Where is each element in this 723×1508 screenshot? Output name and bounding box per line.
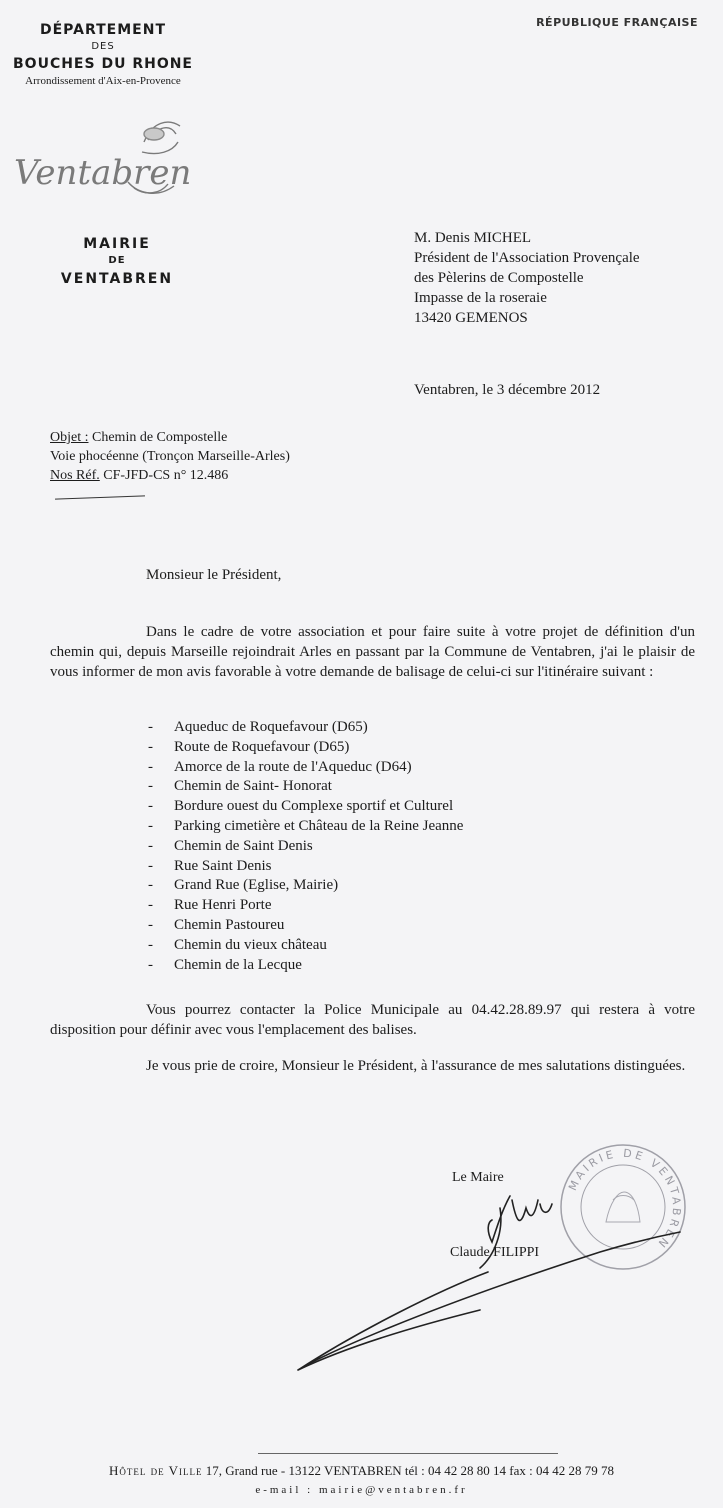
list-item: - Chemin de Saint- Honorat (148, 777, 463, 797)
paragraph-text: Vous pourrez contacter la Police Municipale au 04.42.28.89.97 qui restera à votre disposition pour définir avec vous l'emplacement des balises. (50, 1002, 695, 1038)
objet-text: Chemin de Compostelle (88, 430, 228, 445)
list-item: - Chemin du vieux château (148, 936, 463, 956)
recipient-address (414, 228, 640, 328)
paragraph-closing (50, 1056, 695, 1076)
arrondissement: Arrondissement d'Aix-en-Provence (25, 75, 181, 87)
list-item: - Amorce de la route de l'Aqueduc (D64) (148, 758, 463, 778)
department-line-3: BOUCHES DU RHONE (13, 56, 193, 72)
signatory-name: Claude FILIPPI (450, 1245, 540, 1260)
list-item: - Route de Roquefavour (D65) (148, 738, 463, 758)
recipient-line: 13420 GEMENOS (414, 310, 528, 326)
salutation: Monsieur le Président, (146, 567, 282, 583)
subject-block (50, 428, 290, 485)
list-item: - Chemin de la Lecque (148, 956, 463, 976)
department-header (0, 20, 206, 88)
mairie-line-1: MAIRIE (83, 236, 151, 252)
list-item: - Bordure ouest du Complexe sportif et Culturel (148, 797, 463, 817)
paragraph-contact (50, 1000, 695, 1040)
footer-hotel-de-ville: Hôtel de Ville (109, 1463, 203, 1478)
footer-contact: 17, Grand rue - 13122 VENTABREN tél : 04 42 28 80 14 fax : 04 42 28 79 78 (202, 1463, 614, 1478)
list-item: - Rue Saint Denis (148, 857, 463, 877)
letter-date: Ventabren, le 3 décembre 2012 (414, 382, 601, 398)
handwritten-signature (280, 1160, 700, 1380)
recipient-line: Impasse de la roseraie (414, 290, 547, 306)
list-item: - Chemin Pastoureu (148, 916, 463, 936)
paragraph-text: Dans le cadre de votre association et pour faire suite à votre projet de définition d'un chemin qui, depuis Marseille rejoindrait Arles en passant par la Commune de Ventabren, j'ai le plaisir de vous informer de mon avis favorable à votre demande de balisage de celui-ci sur l'itinéraire suivant : (50, 624, 695, 680)
recipient-line: des Pèlerins de Compostelle (414, 270, 584, 286)
logo-text: Ventabren (14, 153, 192, 193)
paragraph-text: Je vous prie de croire, Monsieur le Président, à l'assurance de mes salutations distinguées. (146, 1058, 686, 1074)
list-item: - Chemin de Saint Denis (148, 837, 463, 857)
reference-line (50, 466, 290, 485)
ref-label: Nos Réf. (50, 468, 100, 483)
ref-text: CF-JFD-CS n° 12.486 (99, 468, 229, 483)
republic-header: RÉPUBLIQUE FRANÇAISE (536, 16, 698, 29)
recipient-line: Président de l'Association Provençale (414, 250, 640, 266)
subject-line (50, 428, 290, 447)
list-item: - Grand Rue (Eglise, Mairie) (148, 876, 463, 896)
department-line-2: DES (91, 41, 115, 52)
itinerary-list (148, 718, 463, 975)
footer-address (0, 1463, 723, 1479)
recipient-line: M. Denis MICHEL (414, 230, 532, 246)
mairie-header (32, 235, 202, 289)
subject-line-2: Voie phocéenne (Tronçon Marseille-Arles) (50, 449, 290, 464)
objet-label: Objet : (50, 430, 89, 445)
list-item: - Rue Henri Porte (148, 896, 463, 916)
list-item: - Aqueduc de Roquefavour (D65) (148, 718, 463, 738)
paragraph-intro (50, 622, 695, 682)
ventabren-logo (8, 112, 208, 218)
stamp-text: MAIRIE DE VENTABREN (566, 1146, 684, 1252)
mairie-line-2: DE (108, 255, 126, 266)
footer-divider (258, 1453, 558, 1454)
divider (55, 495, 145, 499)
list-item: - Parking cimetière et Château de la Reine Jeanne (148, 817, 463, 837)
signatory-title: Le Maire (452, 1170, 504, 1185)
mairie-line-3: VENTABREN (60, 271, 174, 287)
footer-email: e-mail : mairie@ventabren.fr (255, 1484, 468, 1496)
department-line-1: DÉPARTEMENT (39, 22, 167, 38)
